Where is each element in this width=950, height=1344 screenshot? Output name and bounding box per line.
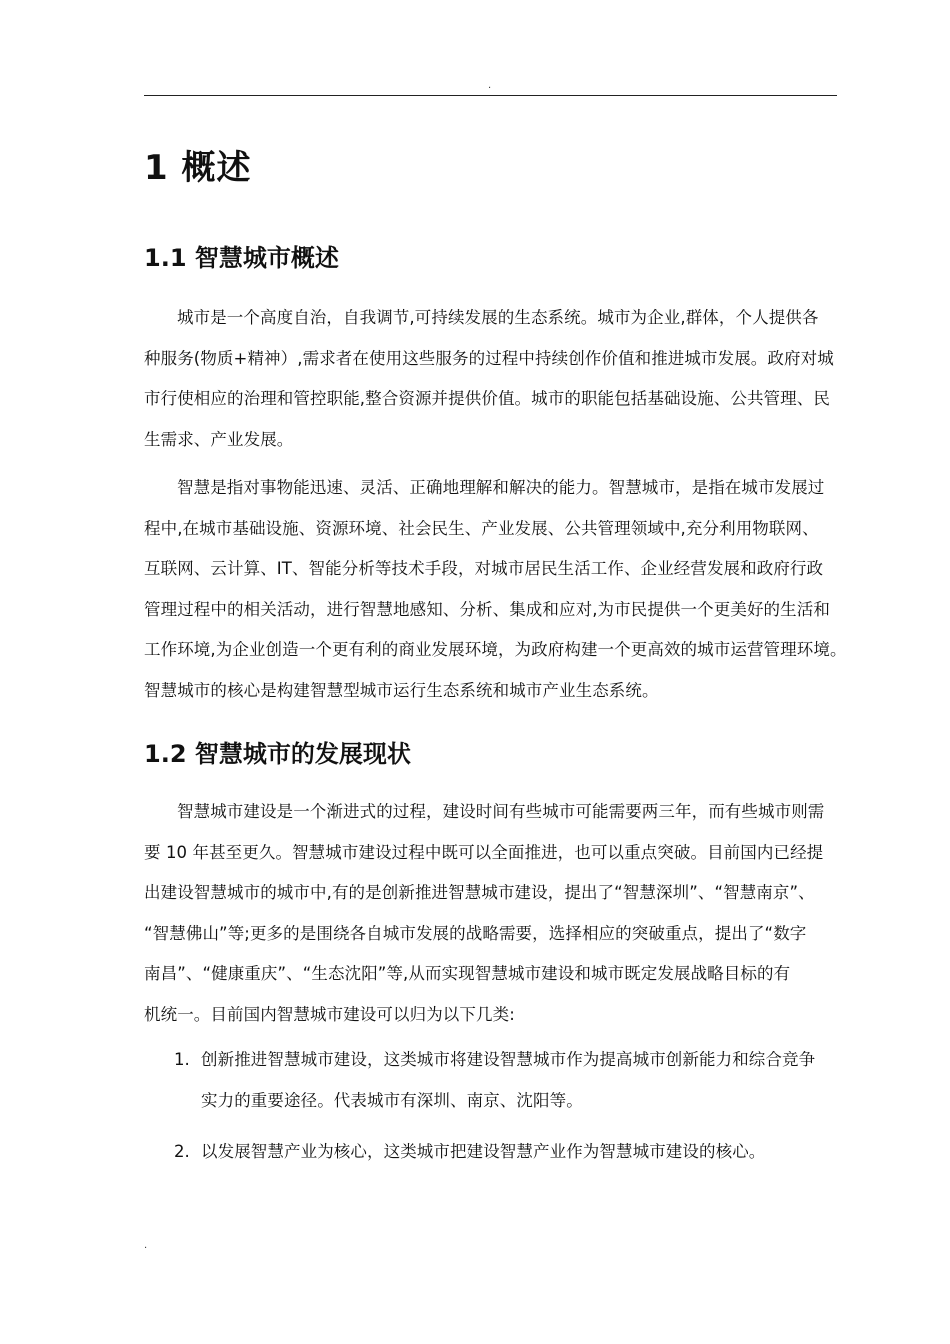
paragraph-line: 市行使相应的治理和管控职能,整合资源并提供价值。城市的职能包括基础设施、公共管理、民 bbox=[144, 389, 830, 409]
paragraph-line: 南昌”、“健康重庆”、“生态沈阳”等,从而实现智慧城市建设和城市既定发展战略目标的有 bbox=[144, 964, 791, 984]
paragraph-line: 机统一。目前国内智慧城市建设可以归为以下几类: bbox=[144, 1004, 515, 1024]
paragraph-line: 智慧城市建设是一个渐进式的过程，建设时间有些城市可能需要两三年，而有些城市则需 bbox=[177, 802, 825, 821]
list-number: 2. bbox=[174, 1142, 190, 1161]
list-number: 1. bbox=[174, 1050, 190, 1069]
paragraph-line: 工作环境,为企业创造一个更有利的商业发展环境，为政府构建一个更高效的城市运营管理环境。 bbox=[144, 640, 847, 660]
paragraph-line: 城市是一个高度自治，自我调节,可持续发展的生态系统。城市为企业,群体，个人提供各 bbox=[177, 308, 819, 327]
paragraph-smart-city-definition bbox=[144, 468, 847, 712]
header-mark: . bbox=[488, 80, 492, 91]
header-rule bbox=[144, 95, 837, 96]
paragraph-line: 出建设智慧城市的城市中,有的是创新推进智慧城市建设，提出了“智慧深圳”、“智慧南京”、 bbox=[144, 883, 815, 903]
list-line: 实力的重要途径。代表城市有深圳、南京、沈阳等。 bbox=[201, 1090, 583, 1110]
paragraph-line: 要 10 年甚至更久。智慧城市建设过程中既可以全面推进，也可以重点突破。目前国内已经提 bbox=[144, 842, 824, 862]
paragraph-city-definition bbox=[144, 298, 844, 460]
paragraph-line: 智慧城市的核心是构建智慧型城市运行生态系统和城市产业生态系统。 bbox=[144, 680, 659, 700]
list-line: 以发展智慧产业为核心，这类城市把建设智慧产业作为智慧城市建设的核心。 bbox=[201, 1142, 766, 1161]
list-line: 创新推进智慧城市建设，这类城市将建设智慧城市作为提高城市创新能力和综合竞争 bbox=[201, 1050, 816, 1069]
paragraph-line: 互联网、云计算、IT、智能分析等技术手段，对城市居民生活工作、企业经营发展和政府行政 bbox=[144, 559, 824, 579]
paragraph-line: 生需求、产业发展。 bbox=[144, 429, 294, 449]
chapter-title: 1 概述 bbox=[144, 148, 252, 188]
paragraph-line: 程中,在城市基础设施、资源环境、社会民生、产业发展、公共管理领域中,充分利用物联网、 bbox=[144, 518, 819, 538]
section-title-1-2: 1.2 智慧城市的发展现状 bbox=[144, 740, 411, 768]
paragraph-line: 种服务(物质+精神）,需求者在使用这些服务的过程中持续创作价值和推进城市发展。政府对城 bbox=[144, 348, 834, 368]
footer-mark: . bbox=[144, 1240, 148, 1251]
section-title-1-1: 1.1 智慧城市概述 bbox=[144, 244, 339, 272]
paragraph-line: 智慧是指对事物能迅速、灵活、正确地理解和解决的能力。智慧城市，是指在城市发展过 bbox=[177, 478, 825, 497]
paragraph-line: “智慧佛山”等;更多的是围绕各自城市发展的战略需要，选择相应的突破重点，提出了“数字 bbox=[144, 923, 807, 943]
paragraph-development-status bbox=[144, 792, 844, 1036]
paragraph-line: 管理过程中的相关活动，进行智慧地感知、分析、集成和应对,为市民提供一个更美好的生活和 bbox=[144, 599, 830, 619]
